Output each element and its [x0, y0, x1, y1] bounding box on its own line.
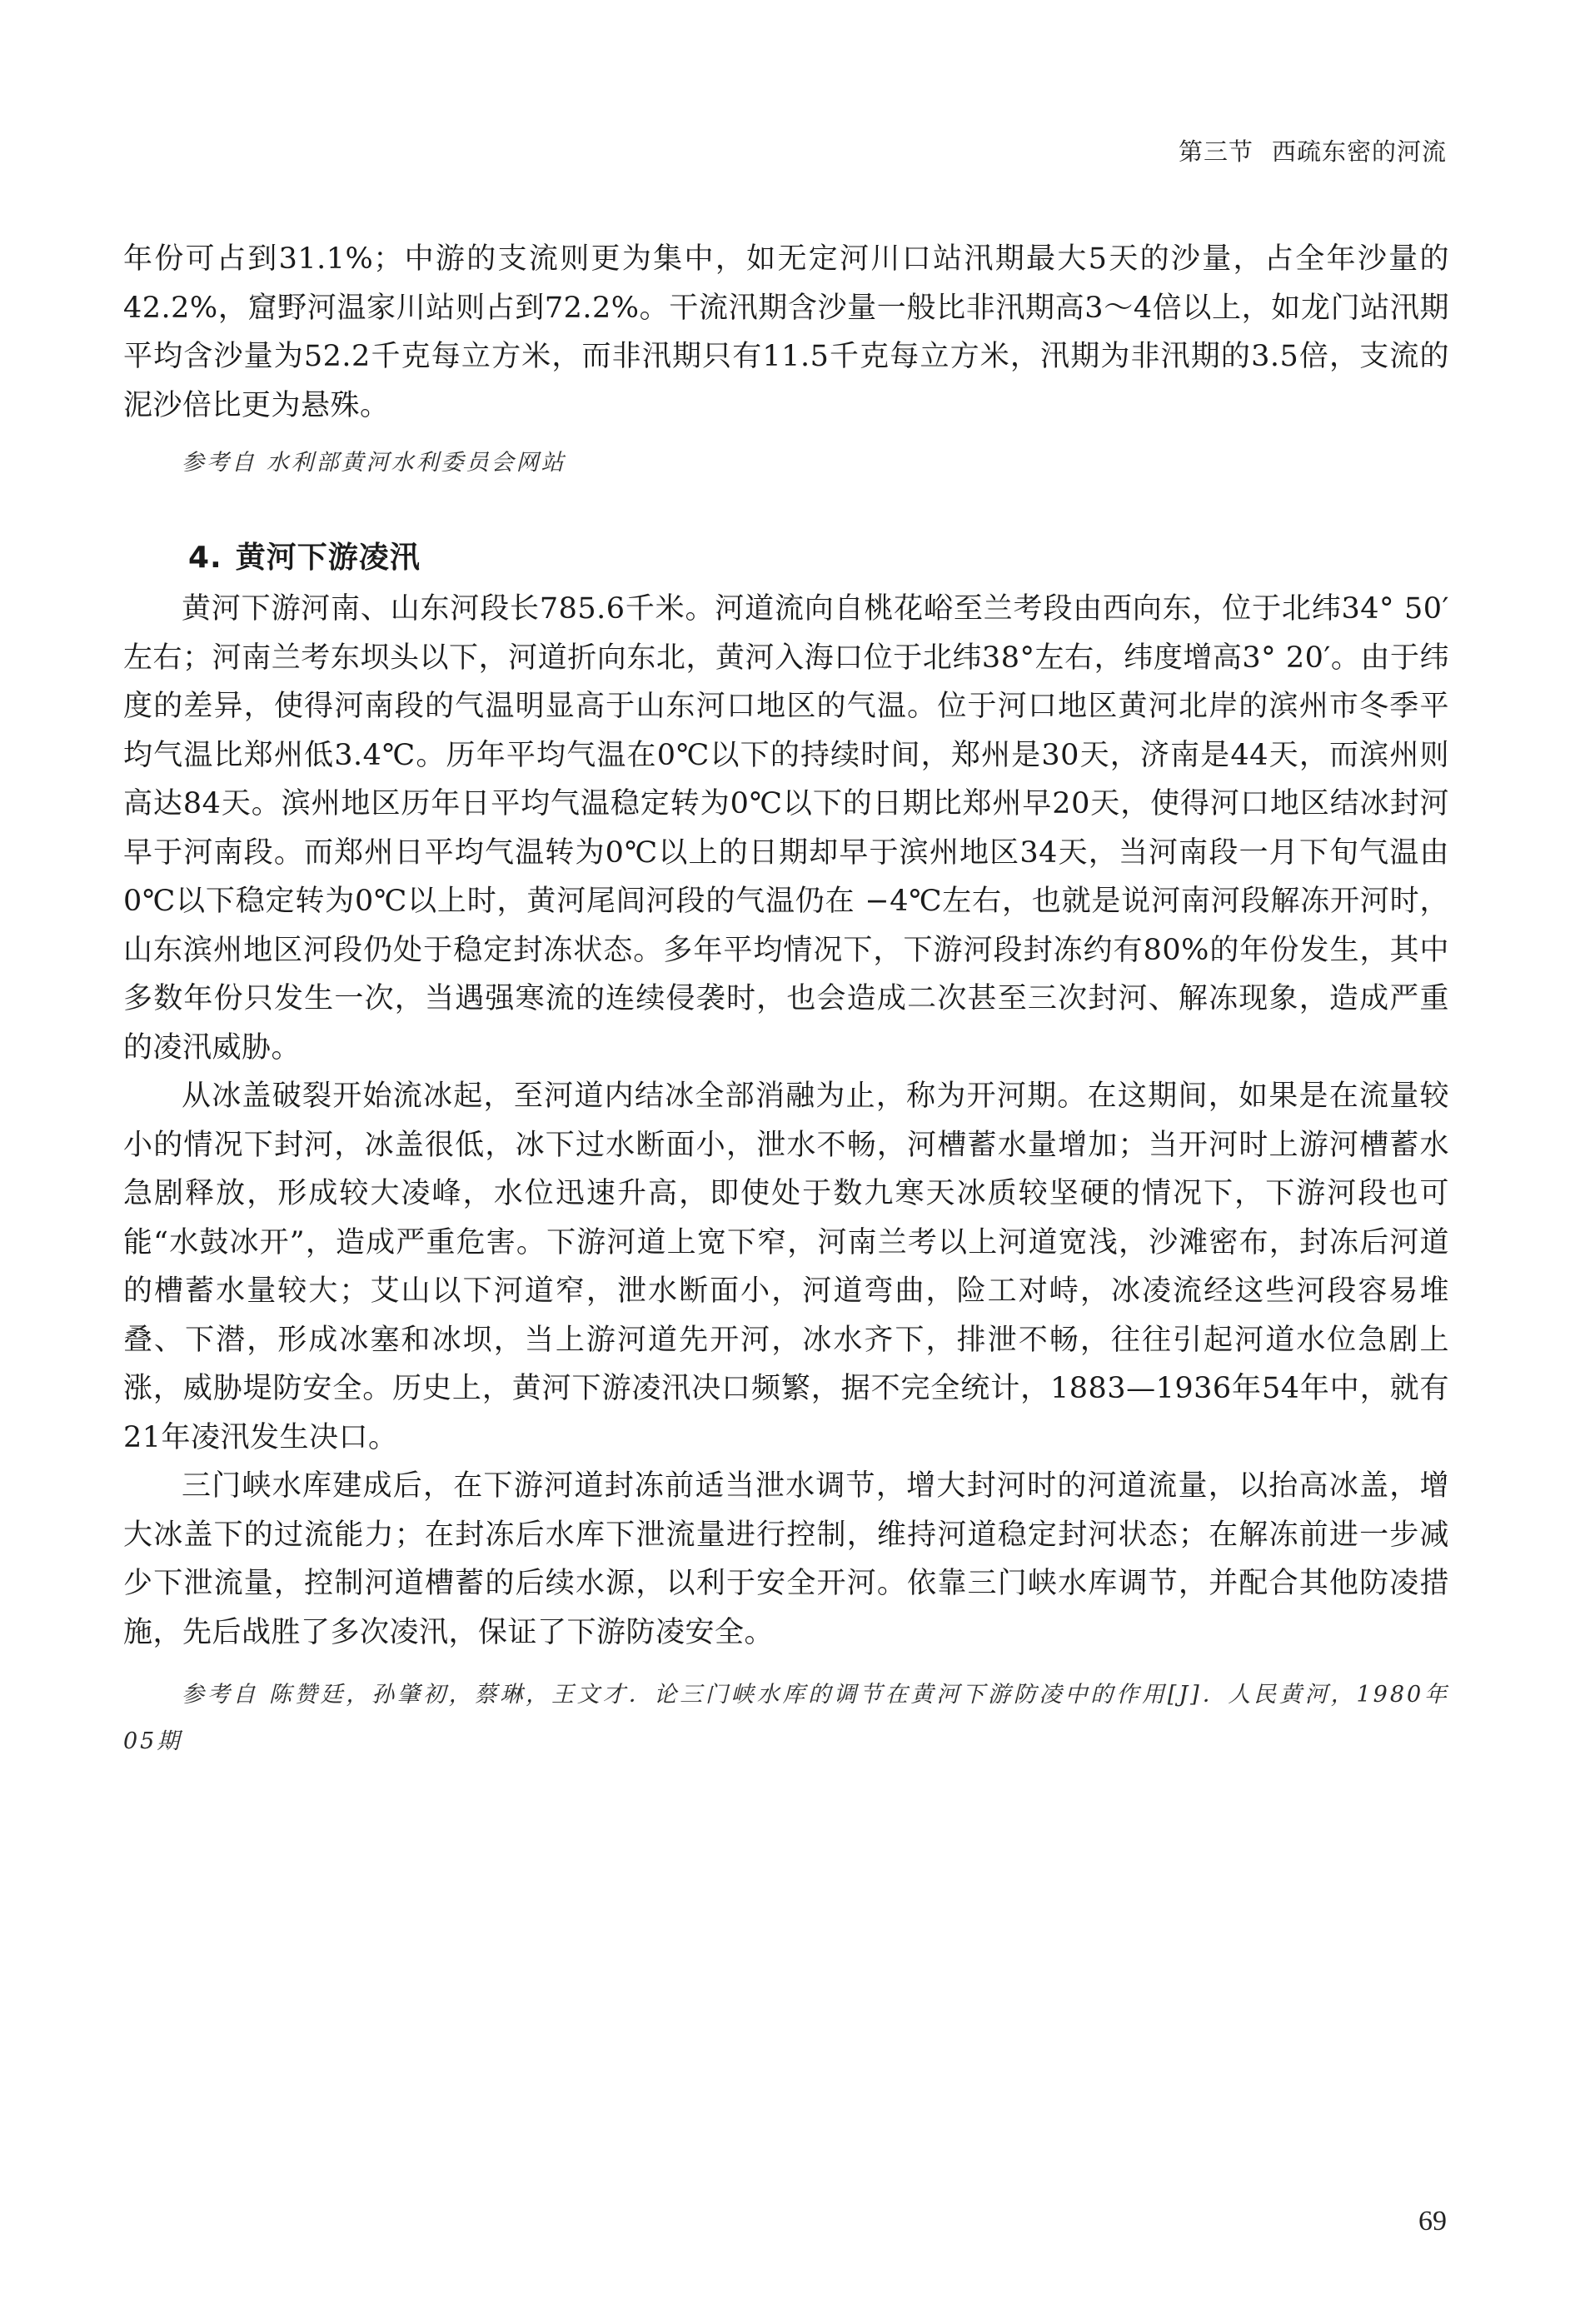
header-title: 西疏东密的河流 [1271, 137, 1447, 166]
section-heading [188, 536, 1449, 580]
section-number: 4. [188, 541, 222, 575]
intro-paragraph: 年份可占到31.1%；中游的支流则更为集中，如无定河川口站汛期最大5天的沙量，占全年沙量的42.2%，窟野河温家川站则占到72.2%。干流汛期含沙量一般比非汛期高3～4倍以上，如龙门站汛期平均含沙量为52.2千克每立方米，而非汛期只有11.5千克每立方米，汛期为非汛期的3.5倍，支流的泥沙倍比更为悬殊。 [123, 242, 1449, 422]
body-paragraph-3: 三门峡水库建成后，在下游河道封冻前适当泄水调节，增大封河时的河道流量，以抬高冰盖，增大冰盖下的过流能力；在封冻后水库下泄流量进行控制，维持河道稳定封河状态；在解冻前进一步减少下泄流量，控制河道槽蓄的后续水源，以利于安全开河。依靠三门峡水库调节，并配合其他防凌措施，先后战胜了多次凌汛，保证了下游防凌安全。 [123, 1469, 1449, 1649]
reference-2: 参考自 陈赞廷，孙肇初，蔡琳，王文才．论三门峡水库的调节在黄河下游防凌中的作用[J]．人民黄河，1980年05期 [123, 1682, 1449, 1754]
section-title: 黄河下游凌汛 [235, 541, 421, 575]
body-paragraph-2: 从冰盖破裂开始流冰起，至河道内结冰全部消融为止，称为开河期。在这期间，如果是在流量较小的情况下封河，冰盖很低，冰下过水断面小，泄水不畅，河槽蓄水量增加；当开河时上游河槽蓄水急剧释放，形成较大凌峰，水位迅速升高，即使处于数九寒天冰质较坚硬的情况下，下游河段也可能“水鼓冰开”，造成严重危害。下游河道上宽下窄，河南兰考以上河道宽浅，沙滩密布，封冻后河道的槽蓄水量较大；艾山以下河道窄，泄水断面小，河道弯曲，险工对峙，冰凌流经这些河段容易堆叠、下潜，形成冰塞和冰坝，当上游河道先开河，冰水齐下，排泄不畅，往往引起河道水位急剧上涨，威胁堤防安全。历史上，黄河下游凌汛决口频繁，据不完全统计，1883—1936年54年中，就有21年凌汛发生决口。 [123, 1080, 1449, 1454]
header-section: 第三节 [1178, 137, 1254, 166]
reference-1: 参考自 水利部黄河水利委员会网站 [182, 450, 566, 476]
running-header [1179, 133, 1447, 167]
body-paragraph-1: 黄河下游河南、山东河段长785.6千米。河道流向自桃花峪至兰考段由西向东，位于北纬34° 50′左右；河南兰考东坝头以下，河道折向东北，黄河入海口位于北纬38°左右，纬度增高3° 20′。由于纬度的差异，使得河南段的气温明显高于山东河口地区的气温。位于河口地区黄河北岸的滨州市冬季平均气温比郑州低3.4℃。历年平均气温在0℃以下的持续时间，郑州是30天，济南是44天，而滨州则高达84天。滨州地区历年日平均气温稳定转为0℃以下的日期比郑州早20天，使得河口地区结冰封河早于河南段。而郑州日平均气温转为0℃以上的日期却早于滨州地区34天，当河南段一月下旬气温由0℃以下稳定转为0℃以上时，黄河尾闾河段的气温仍在 −4℃左右，也就是说河南河段解冻开河时，山东滨州地区河段仍处于稳定封冻状态。多年平均情况下，下游河段封冻约有80%的年份发生，其中多数年份只发生一次，当遇强寒流的连续侵袭时，也会造成二次甚至三次封河、解冻现象，造成严重的凌汛威胁。 [123, 592, 1449, 1065]
page-number: 69 [1418, 2206, 1447, 2237]
page-body [123, 235, 1449, 1765]
